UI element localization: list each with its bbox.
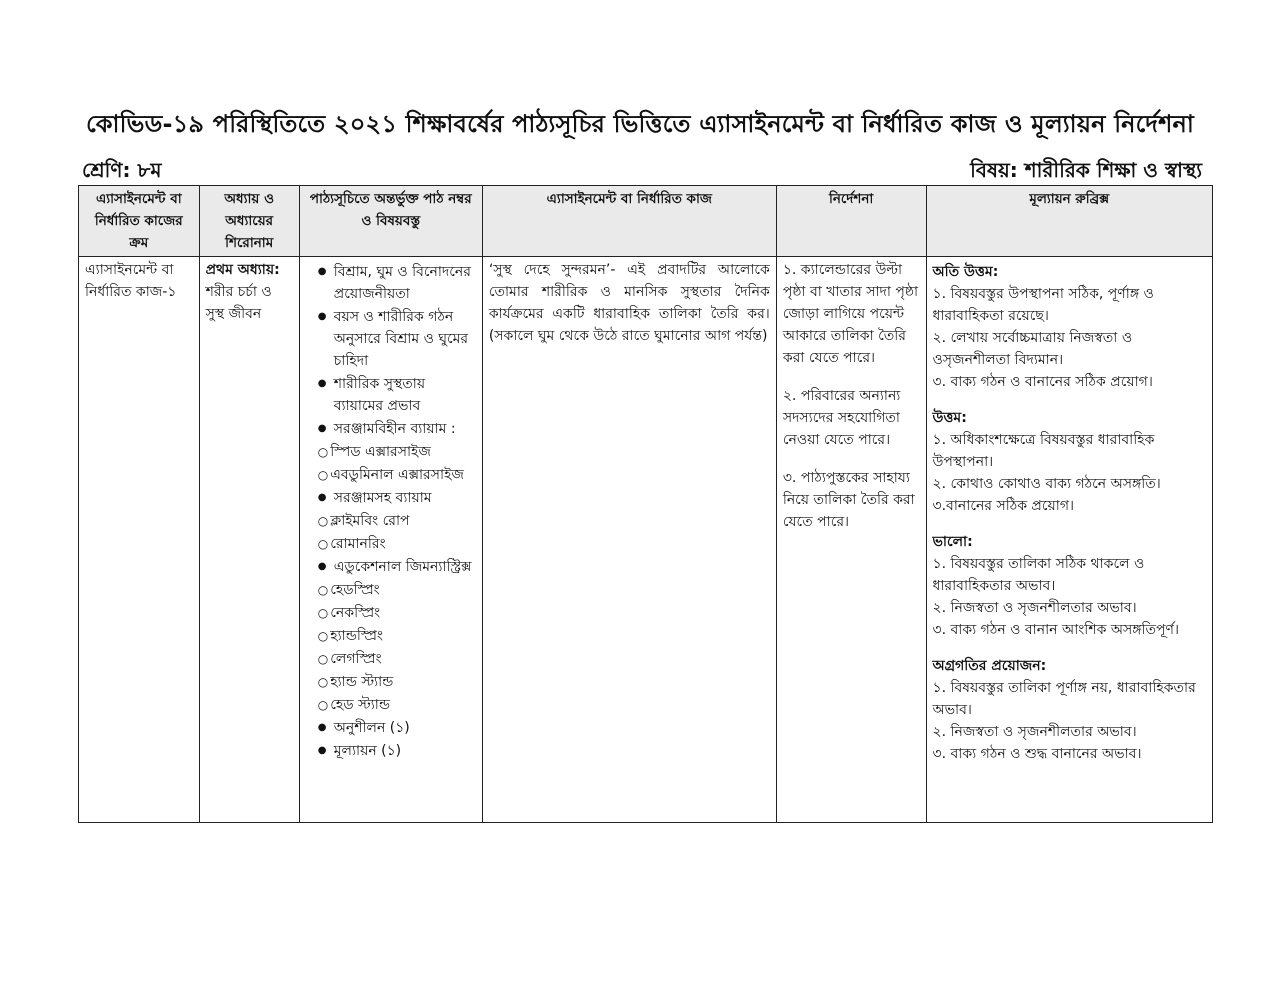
- topic-subitem: ○ হেড স্ট্যান্ড: [318, 694, 476, 716]
- direction-item: ৩. পাঠ্যপুস্তকের সাহায্য নিয়ে তালিকা তৈরি করা যেতে পারে।: [782, 470, 915, 530]
- page-title: কোভিড-১৯ পরিস্থিতিতে ২০২১ শিক্ষাবর্ষের পাঠ্যসূচির ভিত্তিতে এ্যাসাইনমেন্ট বা নির্ধারিত কাজ ও মূল্যায়ন নির্দেশনা: [85, 110, 1194, 138]
- table-row: [79, 257, 1213, 823]
- rubric-cell: [926, 257, 1213, 823]
- topic-subitem: ○ হেডস্প্রিং: [318, 579, 476, 601]
- header-assigned-task: এ্যাসাইনমেন্ট বা নির্ধারিত কাজ: [482, 186, 776, 257]
- rubric-group-excellent: [933, 261, 1207, 393]
- topic-subitem: ○ নেকস্প্রিং: [318, 602, 476, 624]
- header-syllabus-content: পাঠ্যসূচিতে অন্তর্ভুক্ত পাঠ নম্বর ও বিষয়বস্তু: [299, 186, 482, 257]
- header-rubrics: মূল্যায়ন রুব্রিক্স: [926, 186, 1213, 257]
- rubric-item: ২. নিজস্বতা ও সৃজনশীলতার অভাব।: [932, 724, 1137, 740]
- header-assignment-order: এ্যাসাইনমেন্ট বা নির্ধারিত কাজের ক্রম: [79, 186, 200, 257]
- topic-item: ● এডুকেশনাল জিমন্যাস্ট্রিক্স: [318, 556, 476, 578]
- class-label: শ্রেণি: ৮ম: [82, 158, 162, 182]
- rubric-item: ১. বিষয়বস্তুর উপস্থাপনা সঠিক, পূর্ণাঙ্গ ও ধারাবাহিকতা রয়েছে।: [932, 286, 1154, 324]
- topic-subitem: ○ ক্লাইমবিং রোপ: [318, 510, 476, 532]
- assignment-table: [78, 185, 1213, 823]
- chapter-cell: [199, 257, 299, 823]
- topic-item: ● সরঞ্জামসহ ব্যায়াম: [318, 487, 476, 509]
- topic-item: ● অনুশীলন (১): [318, 717, 476, 739]
- rubric-item: ২. কোথাও কোথাও বাক্য গঠনে অসঙ্গতি।: [932, 476, 1161, 492]
- directions-cell: [776, 257, 926, 823]
- header-directions: নির্দেশনা: [776, 186, 926, 257]
- rubric-item: ৩. বাক্য গঠন ও বানানের সঠিক প্রয়োগ।: [932, 374, 1153, 390]
- subject-label: বিষয়: শারীরিক শিক্ষা ও স্বাস্থ্য: [970, 158, 1202, 182]
- topic-item: ● সরঞ্জামবিহীন ব্যায়াম :: [318, 418, 476, 440]
- topic-item: ● বিশ্রাম, ঘুম ও বিনোদনের প্রয়োজনীয়তা: [318, 261, 476, 305]
- rubric-group-needs-improvement: [933, 655, 1207, 765]
- rubric-group-fair: [933, 531, 1207, 641]
- topic-subitem: ○ হ্যান্ডস্প্রিং: [318, 625, 476, 647]
- topic-item: ● শারীরিক সুস্থতায় ব্যায়ামের প্রভাব: [318, 373, 476, 417]
- task-text: ‘সুস্থ দেহে সুন্দরমন’- এই প্রবাদটির আলোকে তোমার শারীরিক ও মানসিক সুস্থতার দৈনিক কার্যক্রমের একটি ধারাবাহিক তালিকা তৈরি কর। (সকালে ঘুম থেকে উঠে রাতে ঘুমানোর আগ পর্যন্ত): [488, 262, 770, 344]
- rubric-item: ৩. বাক্য গঠন ও শুদ্ধ বানানের অভাব।: [932, 746, 1142, 762]
- topic-subitem: ○ লেগস্প্রিং: [318, 648, 476, 670]
- rubric-level: অতি উত্তম:: [932, 264, 999, 280]
- topic-subitem: ○ হ্যান্ড স্ট্যান্ড: [318, 671, 476, 693]
- topic-subitem: ○ এবডুমিনাল এক্সারসাইজ: [318, 464, 476, 486]
- rubric-item: ১. অধিকাংশক্ষেত্রে বিষয়বস্তুর ধারাবাহিক উপস্থাপনা।: [932, 432, 1155, 470]
- chapter-title: শরীর চর্চা ও সুস্থ জীবন: [205, 284, 272, 322]
- rubric-item: ৩.বানানের সঠিক প্রয়োগ।: [932, 498, 1074, 514]
- assignment-cell: [79, 257, 200, 823]
- rubric-level: অগ্রগতির প্রয়োজন:: [932, 658, 1047, 674]
- topics-cell: [299, 257, 482, 823]
- table-header-row: [79, 186, 1213, 257]
- topics-list: [306, 259, 476, 762]
- rubric-item: ২. লেখায় সর্বোচ্চমাত্রায় নিজস্বতা ও ওসৃজনশীলতা বিদ্যমান।: [932, 330, 1133, 368]
- direction-item: ২. পরিবারের অন্যান্য সদস্যদের সহযোগিতা নেওয়া যেতে পারে।: [782, 388, 901, 448]
- assignment-number: এ্যাসাইনমেন্ট বা নির্ধারিত কাজ-১: [85, 262, 177, 300]
- rubric-level: ভালো:: [932, 534, 973, 550]
- rubric-item: ১. বিষয়বস্তুর তালিকা সঠিক থাকলে ও ধারাবাহিকতার অভাব।: [932, 556, 1145, 594]
- topic-subitem: ○ রোমানরিং: [318, 533, 476, 555]
- task-cell: [482, 257, 776, 823]
- direction-item: ১. ক্যালেন্ডারের উল্টা পৃষ্ঠা বা খাতার সাদা পৃষ্ঠা জোড়া লাগিয়ে পয়েন্ট আকারে তালিকা তৈরি করা যেতে পারে।: [782, 262, 919, 366]
- rubric-group-good: [933, 407, 1207, 517]
- chapter-label: প্রথম অধ্যায়:: [205, 262, 280, 278]
- rubric-item: ৩. বাক্য গঠন ও বানান আংশিক অসঙ্গতিপূর্ণ।: [932, 622, 1179, 638]
- topic-subitem: ○ স্পিড এক্সারসাইজ: [318, 441, 476, 463]
- topic-item: ● বয়স ও শারীরিক গঠন অনুসারে বিশ্রাম ও ঘুমের চাহিদা: [318, 306, 476, 372]
- topic-item: ● মূল্যায়ন (১): [318, 740, 476, 762]
- header-chapter: অধ্যায় ও অধ্যায়ের শিরোনাম: [199, 186, 299, 257]
- rubric-item: ১. বিষয়বস্তুর তালিকা পূর্ণাঙ্গ নয়, ধারাবাহিকতার অভাব।: [932, 680, 1196, 718]
- rubric-level: উত্তম:: [932, 410, 967, 426]
- rubric-item: ২. নিজস্বতা ও সৃজনশীলতার অভাব।: [932, 600, 1137, 616]
